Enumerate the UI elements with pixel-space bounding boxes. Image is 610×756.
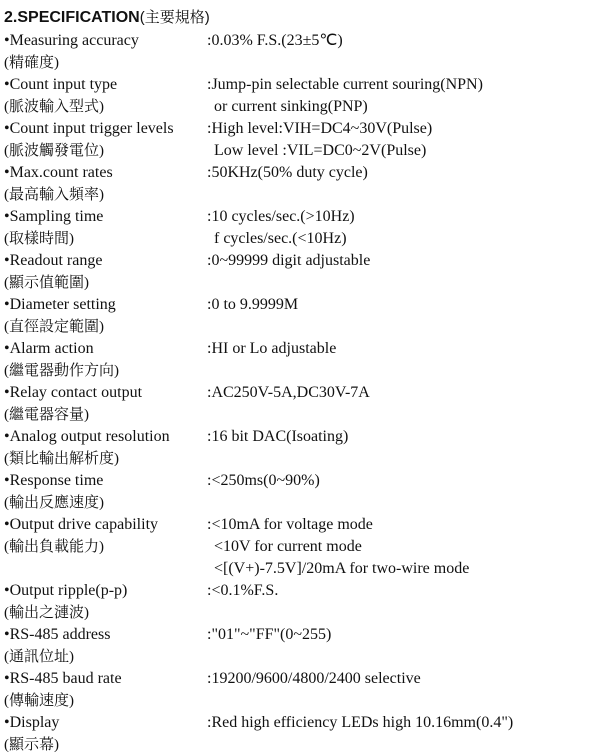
- spec-value: :0~99999 digit adjustable: [207, 252, 371, 269]
- spec-label-cn: (精確度): [4, 55, 59, 71]
- spec-line: [0, 30, 610, 52]
- spec-label-cn: (直徑設定範圍): [4, 319, 104, 335]
- spec-label: •Analog output resolution: [4, 428, 170, 445]
- spec-item: [0, 426, 610, 470]
- spec-value: :50KHz(50% duty cycle): [207, 164, 368, 181]
- spec-value: f cycles/sec.(<10Hz): [214, 230, 347, 247]
- spec-item: [0, 470, 610, 514]
- spec-label-cn: (顯示幕): [4, 737, 59, 753]
- spec-label-cn: (繼電器動作方向): [4, 363, 119, 379]
- spec-label: •Relay contact output: [4, 384, 143, 401]
- spec-line: [0, 140, 610, 162]
- spec-value: Low level :VIL=DC0~2V(Pulse): [214, 142, 427, 159]
- spec-item: [0, 712, 610, 756]
- spec-value: :<0.1%F.S.: [207, 582, 279, 599]
- spec-value: :Red high efficiency LEDs high 10.16mm(0.4"): [207, 714, 514, 731]
- spec-item: [0, 30, 610, 74]
- spec-value: :16 bit DAC(Isoating): [207, 428, 349, 445]
- spec-line: [0, 426, 610, 448]
- spec-value: :0.03% F.S.(23±5℃): [207, 32, 343, 49]
- spec-label-cn: (輸出之漣波): [4, 605, 89, 621]
- section-title-cn: (主要規格): [139, 9, 210, 26]
- section-title: 2.SPECIFICATION: [4, 9, 140, 26]
- spec-line: [0, 250, 610, 272]
- spec-line: [0, 52, 610, 74]
- spec-line: [0, 492, 610, 514]
- spec-label: •Measuring accuracy: [4, 32, 139, 49]
- spec-item: [0, 74, 610, 118]
- spec-label: •Diameter setting: [4, 296, 116, 313]
- spec-label: •Count input trigger levels: [4, 120, 174, 137]
- spec-item: [0, 580, 610, 624]
- spec-label: •Output ripple(p-p): [4, 582, 128, 599]
- spec-label: •Alarm action: [4, 340, 94, 357]
- spec-label-cn: (顯示值範圍): [4, 275, 89, 291]
- spec-value: :AC250V-5A,DC30V-7A: [207, 384, 370, 401]
- spec-item: [0, 514, 610, 580]
- spec-label-cn: (通訊位址): [4, 649, 74, 665]
- spec-value: :"01"~"FF"(0~255): [207, 626, 332, 643]
- spec-item: [0, 118, 610, 162]
- spec-line: [0, 360, 610, 382]
- spec-label-cn: (脈波輸入型式): [4, 99, 104, 115]
- spec-label-cn: (類比輸出解析度): [4, 451, 119, 467]
- spec-line: [0, 206, 610, 228]
- spec-line: [0, 96, 610, 118]
- spec-label-cn: (最高輸入頻率): [4, 187, 104, 203]
- spec-label-cn: (脈波觸發電位): [4, 143, 104, 159]
- spec-label-cn: (繼電器容量): [4, 407, 89, 423]
- spec-label: •Response time: [4, 472, 104, 489]
- spec-line: [0, 624, 610, 646]
- spec-item: [0, 162, 610, 206]
- spec-line: [0, 316, 610, 338]
- spec-label: •Count input type: [4, 76, 118, 93]
- section-heading: [4, 8, 210, 28]
- spec-label: •Readout range: [4, 252, 103, 269]
- spec-value: or current sinking(PNP): [214, 98, 368, 115]
- spec-line: [0, 690, 610, 712]
- spec-line: [0, 558, 610, 580]
- spec-line: [0, 228, 610, 250]
- spec-line: [0, 184, 610, 206]
- spec-line: [0, 734, 610, 756]
- spec-label: •Sampling time: [4, 208, 104, 225]
- spec-line: [0, 602, 610, 624]
- spec-label-cn: (取樣時間): [4, 231, 74, 247]
- spec-item: [0, 668, 610, 712]
- spec-label: •RS-485 address: [4, 626, 111, 643]
- spec-line: [0, 118, 610, 140]
- spec-line: [0, 712, 610, 734]
- spec-label: •Output drive capability: [4, 516, 159, 533]
- spec-line: [0, 74, 610, 96]
- spec-line: [0, 404, 610, 426]
- spec-value: :HI or Lo adjustable: [207, 340, 337, 357]
- spec-line: [0, 536, 610, 558]
- spec-item: [0, 624, 610, 668]
- spec-label: •Max.count rates: [4, 164, 113, 181]
- spec-value: :<10mA for voltage mode: [207, 516, 373, 533]
- spec-item: [0, 338, 610, 382]
- spec-value: <[(V+)-7.5V]/20mA for two-wire mode: [214, 560, 470, 577]
- spec-line: [0, 382, 610, 404]
- spec-line: [0, 162, 610, 184]
- spec-item: [0, 206, 610, 250]
- spec-value: <10V for current mode: [214, 538, 362, 555]
- spec-value: :19200/9600/4800/2400 selective: [207, 670, 421, 687]
- spec-label: •Display: [4, 714, 60, 731]
- spec-value: :Jump-pin selectable current souring(NPN): [207, 76, 483, 93]
- spec-item: [0, 250, 610, 294]
- spec-label: •RS-485 baud rate: [4, 670, 122, 687]
- spec-label-cn: (輸出負載能力): [4, 539, 104, 555]
- spec-item: [0, 382, 610, 426]
- spec-item: [0, 294, 610, 338]
- spec-label-cn: (輸出反應速度): [4, 495, 104, 511]
- spec-value: :10 cycles/sec.(>10Hz): [207, 208, 355, 225]
- spec-line: [0, 470, 610, 492]
- spec-label-cn: (傳輸速度): [4, 693, 74, 709]
- spec-value: :0 to 9.9999M: [207, 296, 299, 313]
- spec-line: [0, 668, 610, 690]
- spec-line: [0, 514, 610, 536]
- spec-line: [0, 580, 610, 602]
- spec-line: [0, 272, 610, 294]
- spec-value: :High level:VIH=DC4~30V(Pulse): [207, 120, 433, 137]
- spec-line: [0, 646, 610, 668]
- spec-line: [0, 338, 610, 360]
- spec-line: [0, 294, 610, 316]
- spec-value: :<250ms(0~90%): [207, 472, 320, 489]
- spec-line: [0, 448, 610, 470]
